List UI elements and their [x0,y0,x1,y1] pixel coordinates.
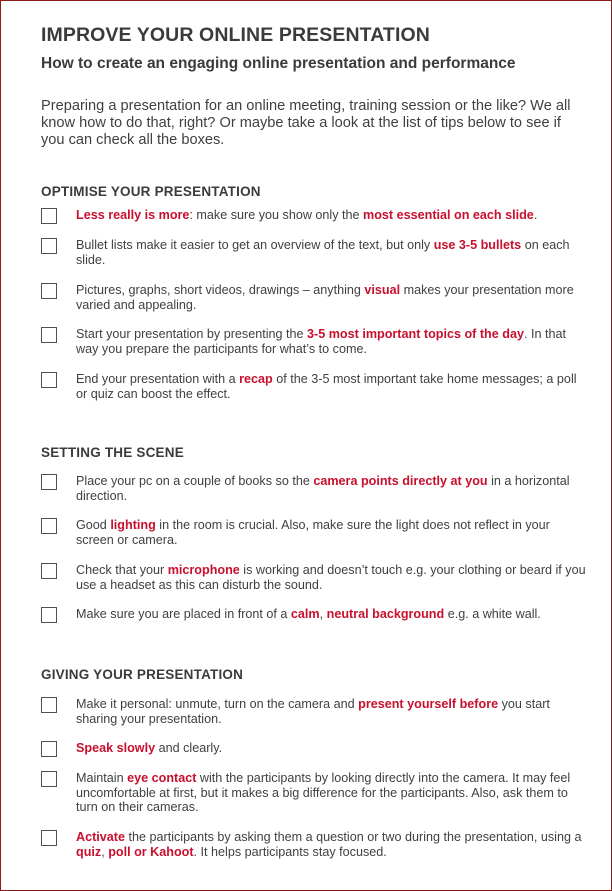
checklist-item-text [76,208,586,223]
checklist-item-text [76,327,586,356]
text-segment: Start your presentation by presenting the [76,327,308,341]
highlighted-text: visual [364,283,401,297]
checkbox[interactable] [41,474,57,490]
section-heading-optimise: OPTIMISE YOUR PRESENTATION [41,184,261,199]
checklist-item-text [76,563,586,592]
checklist-item-text [76,474,586,503]
text-segment: in the room is crucial. Also, make sure the light does not reflect in your screen or camera. [76,518,550,547]
text-segment: and clearly. [155,741,223,755]
checklist-item-text [76,607,586,622]
text-segment: , [101,844,109,859]
text-segment: Place your pc on a couple of books so the [76,474,314,488]
checkbox[interactable] [41,238,57,254]
text-segment: the participants by asking them a question or two during the presentation, using a [125,830,582,844]
text-segment: makes your presentation more varied and appealing. [76,283,574,312]
checklist-item-text [76,771,586,815]
highlighted-text: microphone [167,563,240,577]
checklist-item-text [76,238,586,267]
checkbox[interactable] [41,741,57,757]
checklist-item-text [76,697,586,726]
highlighted-text: camera points directly at you [313,474,488,488]
checkbox[interactable] [41,327,57,343]
highlighted-text: Speak slowly [76,741,156,755]
text-segment: Bullet lists make it easier to get an overview of the text, but only [76,238,434,252]
text-segment: , [319,607,327,621]
text-segment: on each slide. [76,238,570,267]
checklist-item-text [76,372,586,401]
text-segment: Maintain [76,771,128,785]
checkbox[interactable] [41,208,57,224]
highlighted-text: 3-5 most important topics of the day [307,327,524,341]
highlighted-text: eye contact [127,771,197,785]
highlighted-text: Less really is more [76,208,190,222]
text-segment: . It helps participants stay focused. [193,844,387,859]
checklist-item-text [76,741,586,756]
highlighted-text: present yourself before [358,697,499,711]
checklist-item-text [76,518,586,547]
highlighted-text: Activate [76,830,125,844]
text-segment: in a horizontal direction. [76,474,570,503]
checkbox[interactable] [41,607,57,623]
checkbox[interactable] [41,518,57,534]
highlighted-text: lighting [110,518,156,532]
checkbox[interactable] [41,563,57,579]
page-title: IMPROVE YOUR ONLINE PRESENTATION [41,24,430,46]
checkbox[interactable] [41,697,57,713]
text-segment: you start sharing your presentation. [76,697,550,726]
highlighted-text: recap [239,372,273,386]
checkbox[interactable] [41,283,57,299]
text-segment: Pictures, graphs, short videos, drawings – anything [76,283,365,297]
text-segment: . In that way you prepare the participants for what’s to come. [76,327,566,356]
text-segment: is working and doesn’t touch e.g. your clothing or beard if you use a headset as this can disturb the sound. [76,563,586,592]
text-segment: : make sure you show only the [189,208,364,222]
highlighted-text: neutral background [326,607,445,621]
highlighted-text: use 3-5 bullets [433,238,522,252]
text-segment: . [533,208,538,222]
highlighted-text: most essential on each slide [363,208,534,222]
text-segment: e.g. a white wall. [444,607,541,621]
text-segment: Check that your [76,563,168,577]
text-segment: End your presentation with a [76,372,240,386]
page-subtitle: How to create an engaging online presentation and performance [41,55,516,72]
checkbox[interactable] [41,830,57,846]
highlighted-text: calm [290,607,320,621]
text-segment: with the participants by looking directly into the camera. It may feel uncomfortable at first, but it makes a big difference for the participants. Also, ask them to turn on their cameras. [76,771,571,815]
checkbox[interactable] [41,771,57,787]
section-heading-giving: GIVING YOUR PRESENTATION [41,667,244,682]
section-heading-setting-scene: SETTING THE SCENE [41,445,184,460]
text-segment: Make sure you are placed in front of a [76,607,291,621]
checklist-item-text [76,283,586,312]
text-segment: Make it personal: unmute, turn on the camera and [76,697,359,711]
intro-paragraph: Preparing a presentation for an online meeting, training session or the like? We all know how to do that, right? Or maybe take a look at the list of tips below to see if you can check all the boxes. [41,98,571,148]
text-segment: Good [76,518,111,532]
text-segment: of the 3-5 most important take home messages; a poll or quiz can boost the effect. [76,372,577,401]
checklist-item-text [76,830,586,859]
highlighted-text: quiz [76,844,102,859]
highlighted-text: poll or Kahoot [108,844,194,859]
checkbox[interactable] [41,372,57,388]
